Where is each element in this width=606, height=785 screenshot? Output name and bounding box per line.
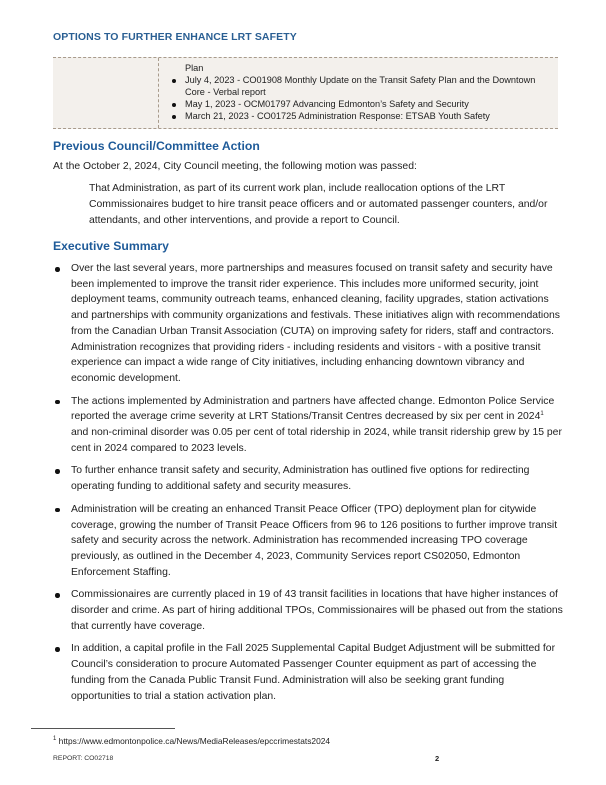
- footnote-reference[interactable]: 1: [540, 411, 544, 418]
- related-reports-table: [53, 57, 558, 129]
- continued-text: Plan: [185, 63, 204, 73]
- footnote-link[interactable]: https://www.edmontonpolice.ca/News/MediaReleases/epccrimestats2024: [56, 736, 331, 746]
- table-cell-content: [159, 58, 558, 128]
- bullet-text: The actions implemented by Administration and partners have affected change. Edmonton Police Service reported the average crime severity at LRT Stations/Transit Centres decreased by six per cent in 2024: [71, 395, 555, 423]
- footnote-number: 1: [53, 736, 57, 742]
- list-item: March 21, 2023 - CO01725 Administration Response: ETSAB Youth Safety: [169, 110, 550, 122]
- executive-summary-list: [53, 261, 563, 711]
- executive-summary-heading: Executive Summary: [53, 239, 169, 253]
- page-number: 2: [435, 754, 440, 763]
- related-reports-list: [169, 74, 550, 122]
- footnote-divider: [31, 728, 175, 729]
- list-item: In addition, a capital profile in the Fall 2025 Supplemental Capital Budget Adjustment will be submitted for Council’s consideration to procure Automated Passenger Counter equipment as part of accessing the funding from the Canada Public Transit Fund. Administration will also be seeking grant funding opportunities to trial a station activation plan.: [53, 641, 563, 704]
- table-cell-label: [53, 58, 159, 128]
- list-item: May 1, 2023 - OCM01797 Advancing Edmonton’s Safety and Security: [169, 98, 550, 110]
- previous-action-intro: At the October 2, 2024, City Council meeting, the following motion was passed:: [53, 161, 417, 172]
- previous-action-heading: Previous Council/Committee Action: [53, 139, 260, 153]
- list-item: July 4, 2023 - CO01908 Monthly Update on the Transit Safety Plan and the Downtown Core - Verbal report: [169, 74, 550, 98]
- list-item: Commissionaires are currently placed in 19 of 43 transit facilities in locations that have higher instances of disorder and crime. As part of hiring additional TPOs, Commissionaires will be phased out from the stations that currently have coverage.: [53, 587, 563, 634]
- bullet-text: and non-criminal disorder was 0.05 per cent of total ridership in 2024, while transit ridership grew by 15 per cent in 2024 compared to 2023 levels.: [71, 427, 562, 454]
- list-item: Over the last several years, more partnerships and measures focused on transit safety and security have been implemented to improve the transit rider experience. This includes more uniformed security, joint deployment teams, community outreach teams, enhanced cleaning, facility upgrades, station activations and partnerships with community organizations and festivals. These initiatives align with recommendations from the Canadian Urban Transit Association (CUTA) on improving safety for riders, staff and contractors. Administration recognizes that providing riders - including residents and visitors - with a positive transit experience can impact a wide range of City initiatives, including enhancing downtown vibrancy and economic development.: [53, 261, 563, 387]
- list-item: Administration will be creating an enhanced Transit Peace Officer (TPO) deployment plan for citywide coverage, growing the number of Transit Peace Officers from 96 to 126 positions to further improve transit safety and security across the network. Administration has recommended increasing TPO coverage previously, as outlined in the December 4, 2023, Community Services report CS02050, Edmonton Enforcement Staffing.: [53, 502, 563, 581]
- list-item: To further enhance transit safety and security, Administration has outlined five options for redirecting operating funding to additional safety and security measures.: [53, 463, 563, 494]
- list-item: [53, 394, 563, 457]
- footer-report-label: REPORT: CO02718: [53, 755, 114, 762]
- footnote: [53, 736, 330, 746]
- page-header: OPTIONS TO FURTHER ENHANCE LRT SAFETY: [53, 31, 297, 43]
- motion-text: That Administration, as part of its current work plan, include reallocation options of the LRT Commissionaires budget to hire transit peace officers and or automated passenger counters, and/or attendants, and other interventions, and provide a report to Council.: [89, 183, 548, 226]
